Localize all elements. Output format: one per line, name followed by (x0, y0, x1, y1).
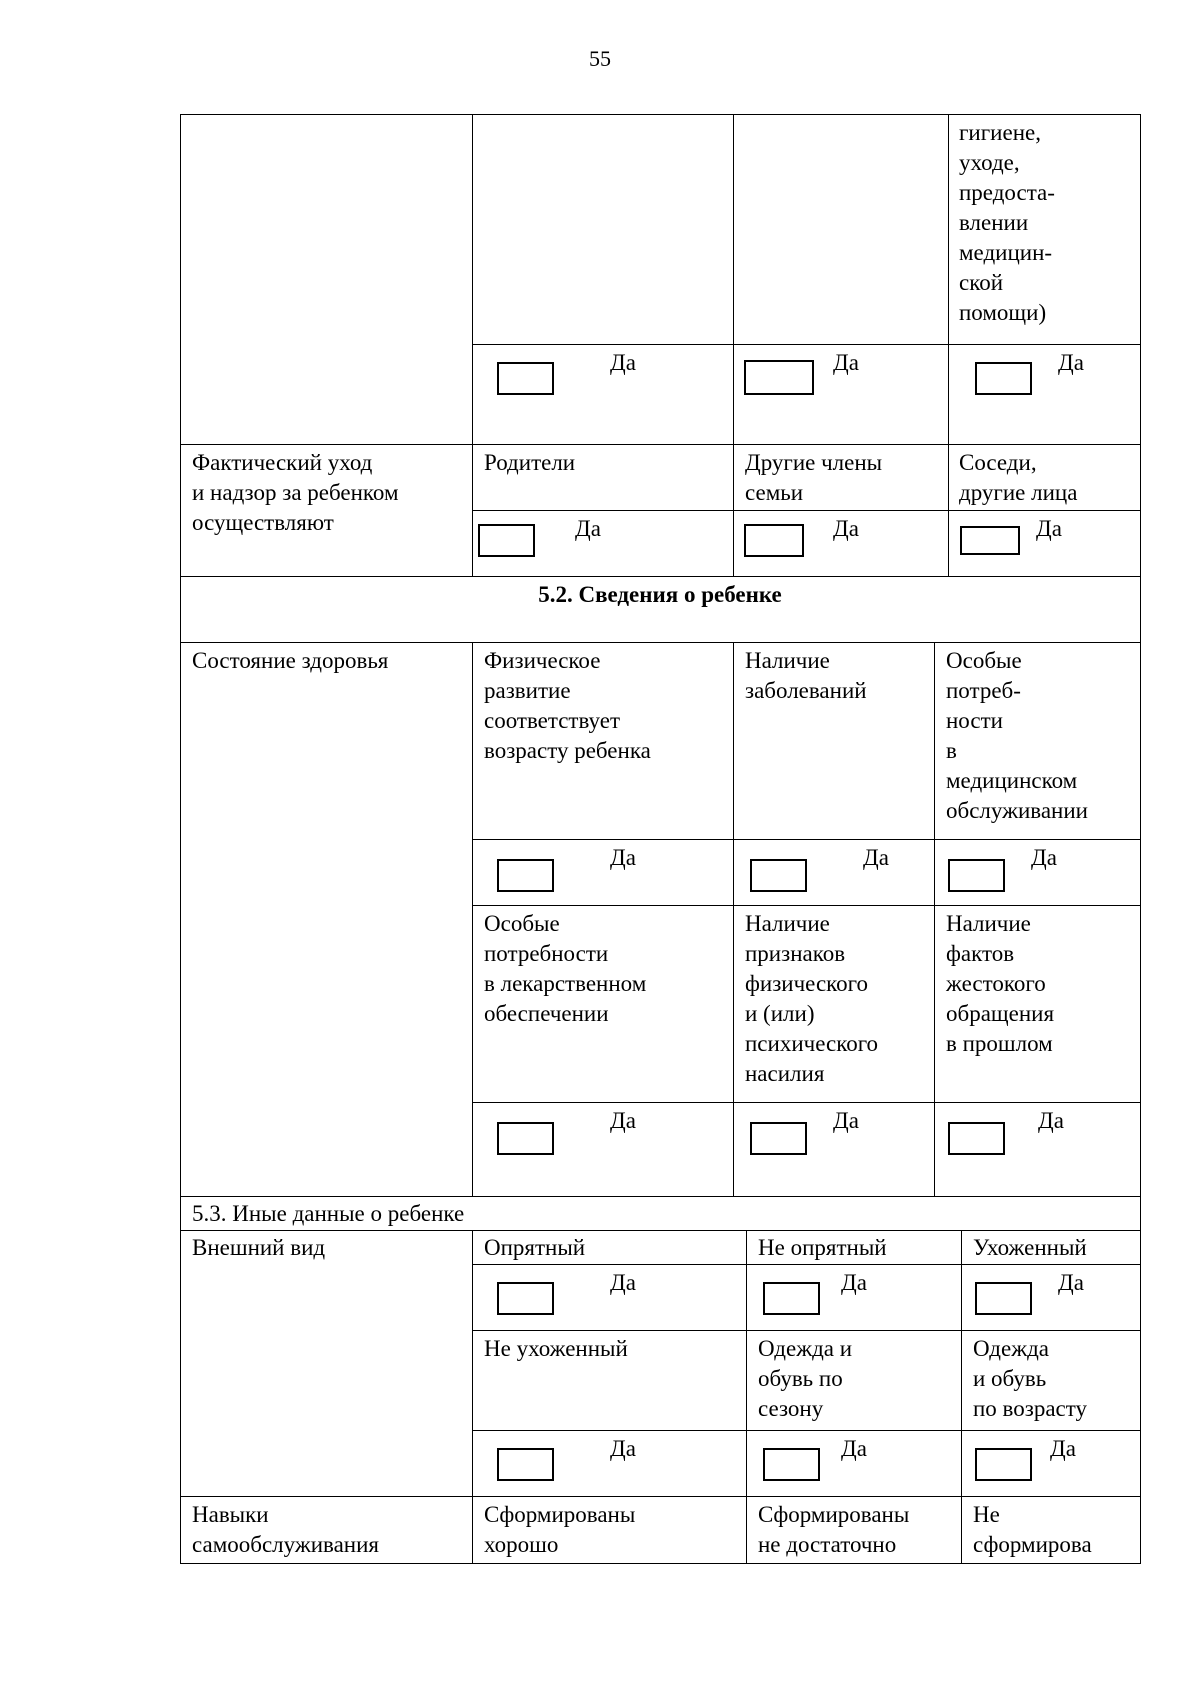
page-number: 55 (589, 46, 611, 71)
checkbox[interactable] (497, 1448, 554, 1481)
table-border-top (180, 114, 1141, 115)
checkbox[interactable] (744, 524, 804, 557)
selfcare-option-not-formed: Не сформирова (973, 1502, 1092, 1557)
divider (472, 905, 1141, 906)
divider (472, 1330, 1141, 1331)
divider (180, 576, 1141, 577)
checkbox-label: Да (833, 516, 859, 541)
checkbox[interactable] (763, 1282, 820, 1315)
checkbox[interactable] (750, 859, 807, 892)
checkbox-label: Да (863, 845, 889, 870)
divider (180, 642, 1141, 643)
checkbox-label: Да (833, 350, 859, 375)
checkbox[interactable] (975, 1282, 1032, 1315)
divider (733, 114, 734, 577)
divider (180, 1496, 1141, 1497)
checkbox-label: Да (841, 1436, 867, 1461)
divider (472, 344, 1141, 345)
checkbox-label: Да (610, 1436, 636, 1461)
table-border-left (180, 114, 181, 1564)
section-5-3-title: 5.3. Иные данные о ребенке (192, 1201, 465, 1226)
checkbox-label: Да (1058, 1270, 1084, 1295)
appearance-option-neat: Опрятный (484, 1235, 586, 1260)
checkbox-label: Да (1031, 845, 1057, 870)
health-option-medication-needs: Особые потребности в лекарственном обеспечении (484, 911, 647, 1026)
checkbox-label: Да (610, 1270, 636, 1295)
health-row-label: Состояние здоровья (192, 648, 389, 673)
checkbox[interactable] (948, 859, 1005, 892)
selfcare-option-good: Сформированы хорошо (484, 1502, 636, 1557)
health-option-medical-needs: Особые потреб- ности в медицинском обслуживании (946, 648, 1088, 823)
divider (961, 1230, 962, 1564)
health-option-physical-development: Физическое развитие соответствует возрасту ребенка (484, 648, 651, 763)
appearance-option-not-groomed: Не ухоженный (484, 1336, 628, 1361)
divider (472, 839, 1141, 840)
checkbox[interactable] (763, 1448, 820, 1481)
checkbox-label: Да (1036, 516, 1062, 541)
appearance-option-seasonal-clothes: Одежда и обувь по сезону (758, 1336, 853, 1421)
appearance-row-label: Внешний вид (192, 1235, 326, 1260)
checkbox-label: Да (610, 845, 636, 870)
checkbox[interactable] (497, 859, 554, 892)
checkbox-label: Да (1038, 1108, 1064, 1133)
checkbox-label: Да (1058, 350, 1084, 375)
table-border-bottom (180, 1563, 1141, 1564)
checkbox[interactable] (975, 362, 1032, 395)
care-option-neighbors: Соседи, другие лица (959, 450, 1078, 505)
appearance-option-age-clothes: Одежда и обувь по возрасту (973, 1336, 1088, 1421)
checkbox[interactable] (948, 1122, 1005, 1155)
health-option-diseases: Наличие заболеваний (745, 648, 867, 703)
checkbox[interactable] (497, 1122, 554, 1155)
checkbox-label: Да (841, 1270, 867, 1295)
checkbox-label: Да (1050, 1436, 1076, 1461)
checkbox[interactable] (744, 360, 814, 395)
health-option-abuse-history: Наличие фактов жестокого обращения в прошлом (946, 911, 1055, 1056)
table-border-right (1140, 114, 1141, 1564)
care-option-family: Другие члены семьи (745, 450, 883, 505)
checkbox[interactable] (497, 1282, 554, 1315)
divider (472, 1230, 473, 1564)
checkbox[interactable] (975, 1448, 1032, 1481)
checkbox-label: Да (833, 1108, 859, 1133)
divider (948, 114, 949, 577)
checkbox[interactable] (750, 1122, 807, 1155)
continued-cell-text: гигиене, уходе, предоста- влении медицин- ской помощи) (959, 120, 1055, 325)
divider (472, 1430, 1141, 1431)
divider (472, 1102, 1141, 1103)
divider (934, 642, 935, 1197)
divider (472, 642, 473, 1197)
care-option-parents: Родители (484, 450, 576, 475)
divider (180, 1230, 1141, 1231)
divider (180, 444, 1141, 445)
checkbox[interactable] (478, 524, 535, 557)
divider (472, 114, 473, 577)
checkbox-label: Да (575, 516, 601, 541)
divider (733, 642, 734, 1197)
checkbox-label: Да (610, 1108, 636, 1133)
divider (472, 1264, 1141, 1265)
divider (180, 1196, 1141, 1197)
appearance-option-well-groomed: Ухоженный (973, 1235, 1087, 1260)
section-5-2-title: 5.2. Сведения о ребенке (538, 582, 782, 607)
appearance-option-not-neat: Не опрятный (758, 1235, 887, 1260)
checkbox[interactable] (960, 526, 1020, 555)
care-row-label: Фактический уход и надзор за ребенком осуществляют (192, 450, 399, 535)
divider (472, 510, 1141, 511)
selfcare-row-label: Навыки самообслуживания (192, 1502, 379, 1557)
checkbox-label: Да (610, 350, 636, 375)
selfcare-option-insufficient: Сформированы не достаточно (758, 1502, 910, 1557)
checkbox[interactable] (497, 362, 554, 395)
health-option-violence-signs: Наличие признаков физического и (или) психического насилия (745, 911, 879, 1086)
divider (746, 1230, 747, 1564)
